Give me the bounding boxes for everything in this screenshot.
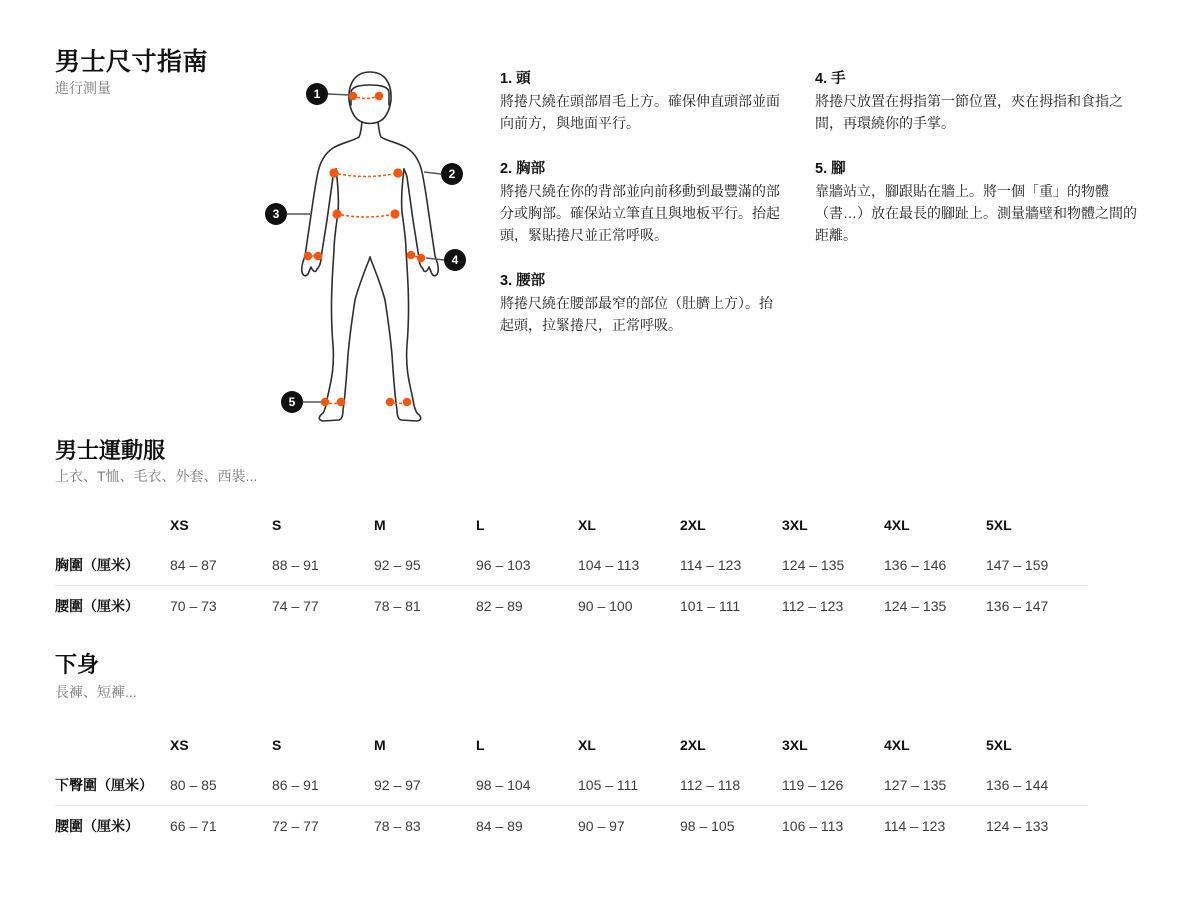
size-value: 70 – 73	[170, 597, 217, 614]
size-value: 72 – 77	[272, 817, 319, 834]
size-value: 136 – 144	[986, 777, 1049, 793]
size-col-header: 3XL	[782, 517, 808, 533]
size-col-header: 5XL	[986, 737, 1012, 753]
step-body: 將捲尺繞在頭部眉毛上方。確保伸直頭部並面向前方，與地面平行。	[500, 93, 780, 131]
size-value: 86 – 91	[272, 777, 319, 793]
size-value: 114 – 123	[680, 557, 742, 573]
marker-connectors	[287, 94, 444, 402]
size-col-header: 4XL	[884, 517, 910, 533]
instructions-column-1	[500, 68, 785, 360]
size-value: 92 – 97	[374, 777, 421, 793]
size-col-header: M	[374, 517, 386, 533]
marker-3-badge: 3	[265, 203, 287, 225]
instructions-column-2	[815, 68, 1145, 270]
size-value: 119 – 126	[782, 777, 844, 793]
table-row-hip	[55, 765, 1088, 805]
measurement-step-foot	[815, 158, 1145, 246]
size-col-header: 5XL	[986, 517, 1012, 533]
section-tops-title: 男士運動服	[55, 438, 166, 463]
size-value: 104 – 113	[578, 557, 640, 573]
size-value: 112 – 123	[782, 597, 844, 614]
table-row-waist	[55, 805, 1088, 845]
size-value: 66 – 71	[170, 817, 217, 834]
size-value: 80 – 85	[170, 777, 217, 793]
size-value: 114 – 123	[884, 817, 946, 834]
row-label: 腰圍（厘米）	[55, 817, 139, 834]
step-body: 將捲尺繞在你的背部並向前移動到最豐滿的部分或胸部。確保站立筆直且與地板平行。抬起頭，緊貼捲尺並正常呼吸。	[500, 183, 780, 243]
section-bottoms-title: 下身	[55, 652, 100, 677]
size-value: 78 – 81	[374, 597, 421, 614]
step-title: 5. 腳	[815, 161, 846, 177]
size-col-header: S	[272, 517, 282, 533]
step-body: 將捲尺繞在腰部最窄的部位（肚臍上方）。抬起頭，拉緊捲尺，正常呼吸。	[500, 295, 773, 333]
table-header-row	[55, 505, 1088, 545]
step-title: 3. 腰部	[500, 273, 546, 289]
body-outline-illustration	[255, 60, 485, 430]
size-value: 147 – 159	[986, 557, 1049, 573]
size-value: 136 – 147	[986, 597, 1049, 614]
row-label: 腰圍（厘米）	[55, 597, 139, 614]
size-value: 124 – 133	[986, 817, 1049, 834]
size-col-header: S	[272, 737, 282, 753]
measurement-step-waist	[500, 270, 785, 336]
size-value: 74 – 77	[272, 597, 319, 614]
size-value: 106 – 113	[782, 817, 844, 834]
step-title: 4. 手	[815, 71, 846, 87]
measure-tape-lines	[308, 96, 421, 404]
marker-1-badge: 1	[306, 83, 328, 105]
size-value: 90 – 97	[578, 817, 625, 834]
section-tops-subtitle: 上衣、T恤、毛衣、外套、西裝...	[55, 468, 258, 484]
size-value: 98 – 104	[476, 777, 531, 793]
size-value: 127 – 135	[884, 777, 947, 793]
step-body: 將捲尺放置在拇指第一節位置，夾在拇指和食指之間，再環繞你的手掌。	[815, 93, 1123, 131]
size-value: 92 – 95	[374, 557, 421, 573]
marker-5-badge: 5	[281, 391, 303, 413]
page-subtitle: 進行測量	[55, 80, 111, 96]
size-value: 90 – 100	[578, 597, 633, 614]
size-value: 124 – 135	[782, 557, 845, 573]
marker-2-badge: 2	[441, 163, 463, 185]
size-value: 96 – 103	[476, 557, 531, 573]
size-value: 88 – 91	[272, 557, 319, 573]
measurement-step-head	[500, 68, 785, 134]
size-value: 84 – 89	[476, 817, 523, 834]
measurement-step-hand	[815, 68, 1145, 134]
size-col-header: XL	[578, 737, 596, 753]
size-col-header: XS	[170, 737, 189, 753]
size-col-header: XS	[170, 517, 189, 533]
size-col-header: 4XL	[884, 737, 910, 753]
step-title: 2. 胸部	[500, 161, 546, 177]
table-row-waist	[55, 585, 1088, 625]
section-bottoms-subtitle: 長褲、短褲...	[55, 684, 137, 700]
size-value: 84 – 87	[170, 557, 217, 573]
measurement-step-chest	[500, 158, 785, 246]
size-col-header: XL	[578, 517, 596, 533]
marker-4-badge: 4	[444, 249, 466, 271]
row-label: 下臀圍（厘米）	[55, 777, 153, 793]
body-measurement-figure	[255, 60, 485, 430]
size-value: 101 – 111	[680, 597, 741, 614]
size-value: 124 – 135	[884, 597, 947, 614]
size-col-header: M	[374, 737, 386, 753]
size-col-header: 3XL	[782, 737, 808, 753]
size-col-header: L	[476, 517, 485, 533]
size-value: 82 – 89	[476, 597, 523, 614]
step-title: 1. 頭	[500, 71, 531, 87]
table-row-chest	[55, 545, 1088, 585]
size-value: 78 – 83	[374, 817, 421, 834]
size-value: 136 – 146	[884, 557, 947, 573]
table-header-row	[55, 725, 1088, 765]
row-label: 胸圍（厘米）	[55, 557, 139, 573]
tops-size-table	[55, 505, 1088, 625]
size-value: 105 – 111	[578, 777, 639, 793]
size-value: 98 – 105	[680, 817, 735, 834]
page-title: 男士尺寸指南	[55, 48, 209, 76]
size-col-header: 2XL	[680, 517, 706, 533]
size-value: 112 – 118	[680, 777, 741, 793]
size-col-header: L	[476, 737, 485, 753]
bottoms-size-table	[55, 725, 1088, 845]
step-body: 靠牆站立，腳跟貼在牆上。將一個「重」的物體（書…）放在最長的腳趾上。測量牆壁和物體之間的距離。	[815, 183, 1137, 243]
size-col-header: 2XL	[680, 737, 706, 753]
